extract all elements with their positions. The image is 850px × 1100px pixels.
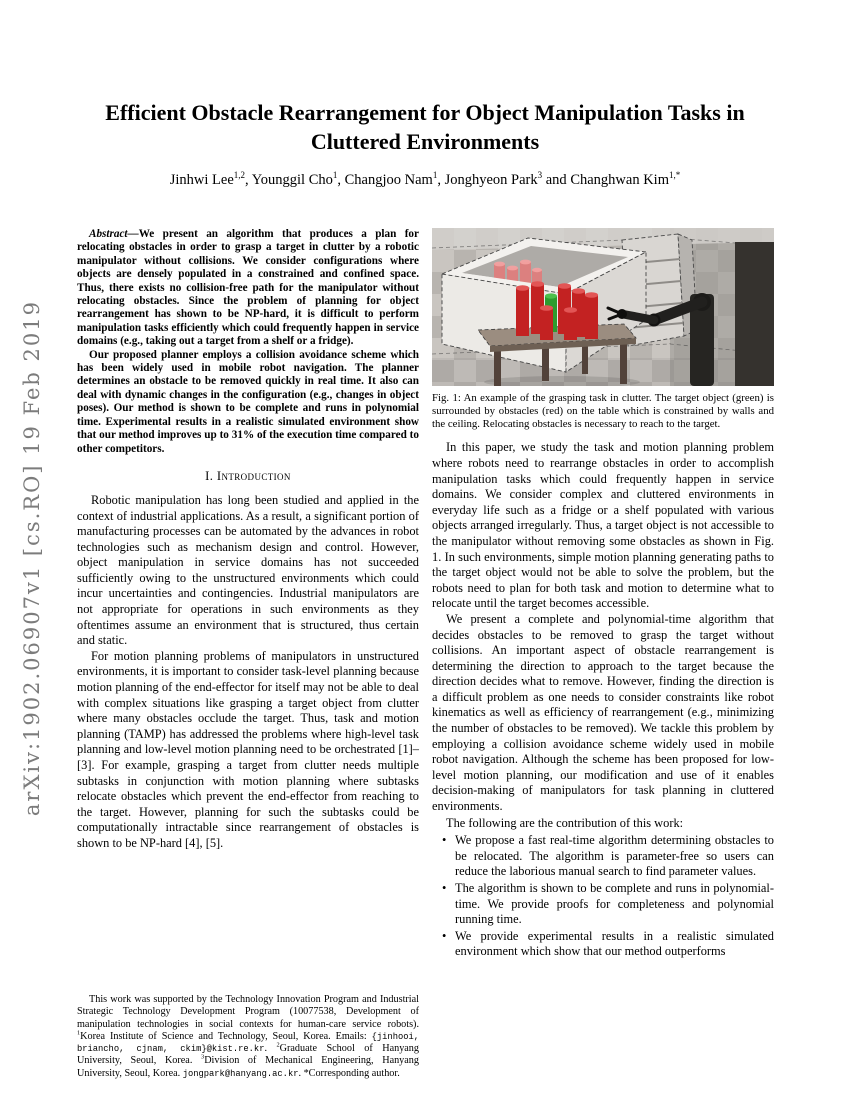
two-column-body [77,228,774,1080]
body-paragraph-2: We present a complete and polynomial-time algorithm that decides obstacles to be removed to grasp the target without collisions. An important aspect of obstacle rearrangement is determining the direction to approach to the target because the direction decides what to remove. However, finding the direction is a difficult problem as one needs to consider constraints like robot kinematics as well as efficiency of rearrangement (e.g., minimizing the number of obstacles to be removed). We tackle this problem by employing a collision avoidance scheme widely used in mobile robot navigation. Although the scheme has been proposed for low-level motion planning, our modification and use of it enables decision-making of manipulators for task planning in cluttered environments. [432,611,774,814]
figure-1 [432,228,774,430]
intro-paragraph-1: Robotic manipulation has long been studied and applied in the context of industrial applications. As a result, a significant portion of manufacturing processes can be automated by the advances in robot technologies such as mechanism design and control. However, object manipulation in service domains has not succeeded sufficiently owing to the unstructured environments which could incur uncertainties and contingencies. Industrial manipulators are not appropriate for operations in such environments as they oftentimes assume an environment that is structured, thus certain and static. [77,492,419,648]
contribution-item-2: • The algorithm is shown to be complete and runs in polynomial-time. We provide proofs for completeness and polynomial running time. [442,881,774,928]
contributions-list [442,833,774,960]
left-column [77,228,419,1080]
intro-paragraph-2: For motion planning problems of manipulators in unstructured environments, it is important to consider task-level planning because motion planning of the end-effector for itself may not be able to deal with complex situations like grasping a target object from clutter where many obstacles occlude the target. Thus, task and motion planning (TAMP) has addressed the problems where high-level task planning and low-level motion planning need to be orchestrated [1]–[3]. For example, grasping a target from clutter needs multiple subtasks in conjunction with motion planning where subtasks relocate obstacles which prevent the end-effector from reaching to the target. However, planning for such the subtasks could be computationally intractable since rearrangement of obstacles is shown to be NP-hard [4], [5]. [77,648,419,850]
body-paragraph-1: In this paper, we study the task and motion planning problem where robots need to rearrange obstacles in order to accomplish manipulation tasks which could frequently happen in service domains. We consider complex and cluttered environments in everyday life such as a fridge or a shelf populated with various objects arranged irregularly. Thus, a target object is not accessible to the manipulator without removing some obstacles as shown in Fig. 1. In such environments, simple motion planning generating paths to the target object would not be able to solve the problem, but the robots need to plan for both task and motion to determine what to relocate until the target becomes accessible. [432,440,774,611]
contributions-intro: The following are the contribution of this work: [446,815,684,830]
contribution-item-1: • We propose a fast real-time algorithm determining obstacles to be relocated. The algorithm is parameter-free so users can reduce the laborious manual search to find parameter values. [442,833,774,880]
arxiv-watermark: arXiv:1902.06907v1 [cs.RO] 19 Feb 2019 [20,300,44,817]
abstract-paragraph-1 [77,228,419,349]
figure-1-caption: Fig. 1: An example of the grasping task in clutter. The target object (green) is surrounded by obstacles (red) on the table which is constrained by walls and the ceiling. Relocating obstacles is necessary to reach to the target. [432,392,774,430]
section-heading-introduction: I. Introduction [205,468,291,483]
abstract-label: Abstract— [89,228,139,240]
abstract-text-1: We present an algorithm that produces a plan for relocating obstacles in order to grasp a target in clutter by a robotic manipulator without collisions. We consider configurations where objects are densely populated in a constrained and confined space. Thus, there exists no collision-free path for the manipulator without relocating obstacles. Since the problem of planning for object rearrangement has shown to be NP-hard, it is difficult to perform manipulation tasks efficiently which could frequently happen in service domains (e.g., taking out a target from a shelf or a fridge). [77,228,419,348]
abstract-paragraph-2: Our proposed planner employs a collision avoidance scheme which has been widely used in mobile robot navigation. The planner determines an obstacle to be removed quickly in real time. It also can deal with dynamic changes in the configuration (e.g., changes in object poses). Our method is shown to be complete and runs in polynomial time. Experimental results in a realistic simulated environment show that our method improves up to 31% of the execution time compared to other competitors. [77,348,419,455]
contribution-item-3: • We provide experimental results in a realistic simulated environment which show that our method outperforms [442,929,774,960]
author-line: Jinhwi Lee$^{1,2}$, Younggil Cho$^1$, Changjoo Nam$^1$, Jonghyeon Park$^3$ and Changhwan Kim$^{1,*}$ [169,170,681,188]
right-column [432,228,774,1080]
title-line-1: Efficient Obstacle Rearrangement for Object Manipulation Tasks in [105,100,745,125]
title-line-2: Cluttered Environments [310,129,540,154]
footnote-text: This work was supported by the Technology Innovation Program and Industrial Strategic Technology Development Program (10077538, Development of manipulation technologies in social contexts for human-care service robots). $^1$Korea Institute of Science and Technology, Seoul, Korea. Emails: {jinhooi, briancho, cjnam, ckim}@kist.re.kr. $^2$Graduate School of Hanyang University, Seoul, Korea. $^3$Division of Mechanical Engineering, Hanyang University, Seoul, Korea. jongpark@hanyang.ac.kr. *Corresponding author. [77,993,419,1079]
paper-title [60,98,790,156]
figure-1-image [432,228,774,386]
